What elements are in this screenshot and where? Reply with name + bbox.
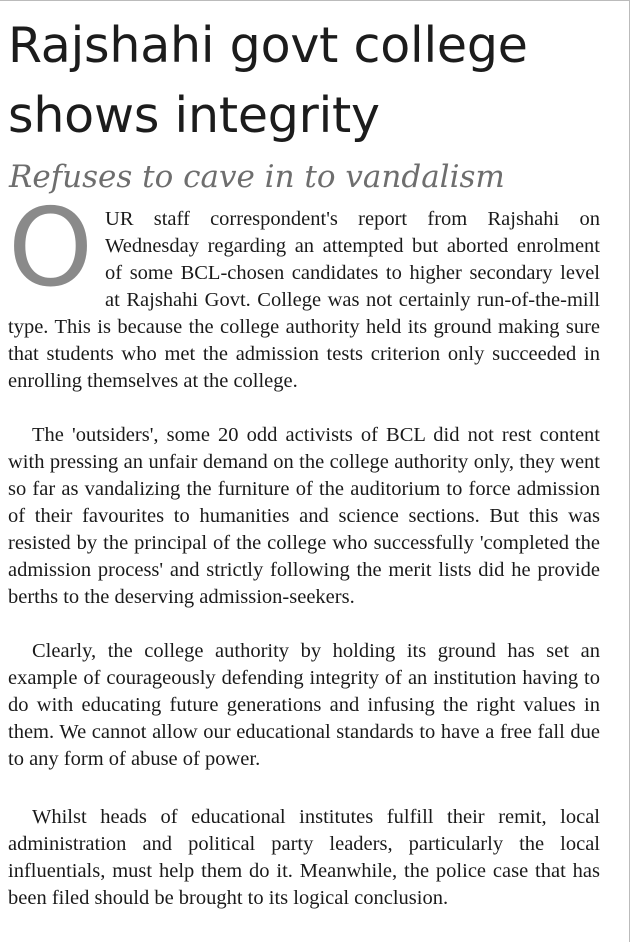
paragraph-1-text: UR staff correspondent's report from Rajshahi on Wednesday regarding an attempted but aborted enrolment of some BCL-chosen candidates to higher secondary level at Rajshahi Govt. College was not certainly run-of-the-mill type. This is because the college authority held its ground making sure that students who met the admission tests criterion only succeeded in enrolling themselves at the college. xyxy=(8,208,600,392)
headline xyxy=(8,11,618,151)
paragraph-4: Whilst heads of educational institutes fulfill their remit, local administration and political party leaders, particularly the local influentials, must help them do it. Meanwhile, the police case that has been filed should be brought to its logical conclusion. xyxy=(8,806,600,909)
paragraph-2: The 'outsiders', some 20 odd activists of BCL did not rest content with pressing an unfair demand on the college authority only, they went so far as vandalizing the furniture of the auditorium to force admission of their favourites to humanities and science sections. But this was resisted by the principal of the college who successfully 'completed the admission process' and strictly following the merit lists did he provide berths to the deserving admission-seekers. xyxy=(8,424,600,608)
drop-cap: O xyxy=(8,186,94,311)
paragraph-3: Clearly, the college authority by holding its ground has set an example of courageously defending integrity of an institution having to do with educating future generations and infusing the right values in them. We cannot allow our educational standards to have a free fall due to any form of abuse of power. xyxy=(8,640,600,770)
paragraph-1 xyxy=(8,186,600,422)
headline-line-2: shows integrity xyxy=(8,87,380,144)
headline-line-1: Rajshahi govt college xyxy=(8,17,528,74)
subheadline: Refuses to cave in to vandalism xyxy=(9,159,505,195)
article-body xyxy=(8,186,600,912)
